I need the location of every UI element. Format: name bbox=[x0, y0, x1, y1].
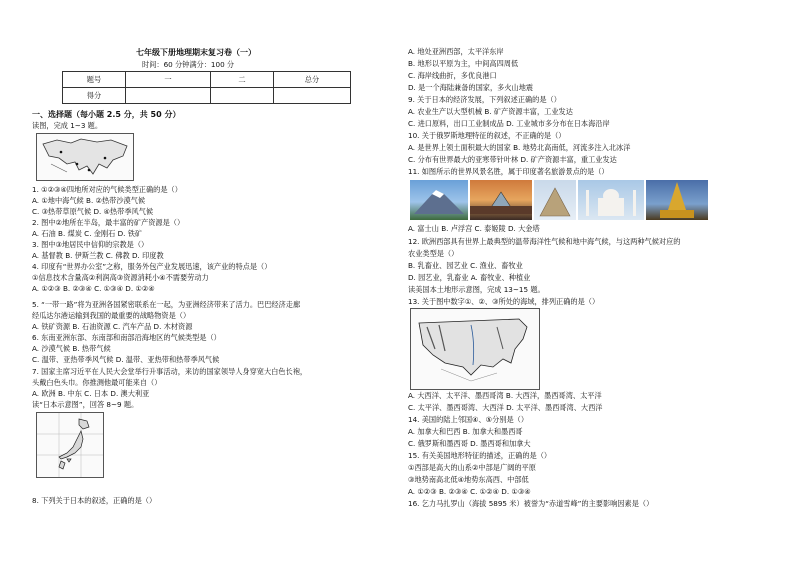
asia-map-drawing bbox=[37, 134, 133, 180]
question-line: A. 石油 B. 煤炭 C. 金刚石 D. 铁矿 bbox=[32, 229, 143, 238]
score-cell[interactable] bbox=[274, 88, 351, 104]
question-line: ①信息技术含量高②利润高③资源消耗小④不需要劳动力 bbox=[32, 273, 209, 282]
question-line: 14. 美国的陆上邻国④、⑤分别是（） bbox=[408, 415, 529, 424]
japan-map-figure bbox=[36, 412, 104, 478]
question-line: 16. 乞力马扎罗山（海拔 5895 米）被誉为“赤道雪峰”的主要影响因素是（） bbox=[408, 499, 654, 508]
question-line: ①西部是高大的山系②中部是广阔的平原 bbox=[408, 463, 536, 472]
score-header-cell: 二 bbox=[211, 72, 274, 88]
japan-map-drawing bbox=[37, 413, 103, 477]
taj-mahal-photo bbox=[578, 180, 644, 220]
score-cell[interactable] bbox=[126, 88, 211, 104]
exam-meta: 时间：60 分钟满分：100 分 bbox=[142, 60, 235, 69]
question-line: 4. 印度有“世界办公室”之称，服务外包产业发展迅速，该产业的特点是（） bbox=[32, 262, 272, 271]
question-line: 7. 国家主席习近平在人民大会堂举行升事活动，来访的国家领导人身穿宽大白色长袍， bbox=[32, 367, 308, 376]
question-line: A. 是世界上领土面积最大的国家 B. 地势北高南低，河流多注入北冰洋 bbox=[408, 143, 631, 152]
question-line: A. 欧洲 B. 中东 C. 日本 D. 澳大利亚 bbox=[32, 389, 150, 398]
question-line: C. 分布有世界最大的亚寒带针叶林 D. 矿产资源丰富，重工业发达 bbox=[408, 155, 617, 164]
intro-text: 读图，完成 1~3 题。 bbox=[32, 121, 103, 130]
question-line: C. 太平洋、墨西哥湾、大西洋 D. 太平洋、墨西哥湾、大西洋 bbox=[408, 403, 603, 412]
question-line: A. 铁矿资源 B. 石油资源 C. 汽车产品 D. 木材资源 bbox=[32, 322, 193, 331]
question-line: 10. 关于俄罗斯地理特征的叙述，不正确的是（） bbox=[408, 131, 566, 140]
question-line: 5. “一带一路”将为亚洲各国紧密联系在一起，为亚洲经济带来了活力。巴巴经济走廊 bbox=[32, 300, 301, 309]
question-line: 6. 东南亚洲东部、东南部和南部沿海地区的气候类型是（） bbox=[32, 333, 221, 342]
question-line: D. 是一个海陆兼备的国家，多火山地震 bbox=[408, 83, 534, 92]
score-header-cell: 总分 bbox=[274, 72, 351, 88]
question-line: 15. 有关美国地形特征的描述，正确的是（） bbox=[408, 451, 552, 460]
question-line: 读美国本土地形示意图，完成 13~15 题。 bbox=[408, 285, 545, 294]
question-line: 9. 关于日本的经济发展，下列叙述正确的是（） bbox=[408, 95, 561, 104]
question-line: A. 沙漠气候 B. 热带气候 bbox=[32, 344, 111, 353]
section-heading: 一、选择题（每小题 2.5 分，共 50 分） bbox=[32, 110, 181, 119]
mount-fuji-photo bbox=[410, 180, 468, 220]
question-line: 头戴白色头巾。你推测他最可能来自（） bbox=[32, 378, 162, 387]
pyramid-photo bbox=[534, 180, 576, 220]
score-row-label: 得分 bbox=[63, 88, 126, 104]
question-options: A. 富士山 B. 卢浮宫 C. 泰姬陵 D. 大金塔 bbox=[408, 224, 540, 233]
question-line: 12. 欧洲西部具有世界上最典型的温带海洋性气候和地中海气候，与这两种气候对应的 bbox=[408, 237, 681, 246]
golden-pagoda-photo bbox=[646, 180, 708, 220]
question-line: A. 农业生产以大型机械 B. 矿产资源丰富，工业发达 bbox=[408, 107, 573, 116]
exam-title: 七年级下册地理期末复习卷（一） bbox=[136, 48, 256, 57]
question-line: ③地势南高北低④地势东高西、中部低 bbox=[408, 475, 529, 484]
question-line: 13. 关于图中数字①、②、③所处的海域，排列正确的是（） bbox=[408, 297, 600, 306]
louvre-photo bbox=[470, 180, 532, 220]
usa-map-drawing bbox=[411, 309, 539, 389]
usa-map-figure bbox=[410, 308, 540, 390]
question-line: D. 园艺业，乳畜业 A. 畜牧业、种植业 bbox=[408, 273, 531, 282]
question-line: 读“日本示意图”，回答 8~9 题。 bbox=[32, 400, 139, 409]
question-line: B. 乳畜业、园艺业 C. 渔业、畜牧业 bbox=[408, 261, 523, 270]
question-line: 1. ①②③④四地所对应的气候类型正确的是（） bbox=[32, 185, 182, 194]
question-line: C. 进口原料，出口工业制成品 D. 工业城市多分布在日本海沿岸 bbox=[408, 119, 610, 128]
question-line: 8. 下列关于日本的叙述，正确的是（） bbox=[32, 496, 157, 505]
question-line: C. ③热带草原气候 D. ④热带季风气候 bbox=[32, 207, 154, 216]
score-table bbox=[62, 71, 351, 104]
score-header-cell: 一 bbox=[126, 72, 211, 88]
question-line: A. ①地中海气候 B. ②热带沙漠气候 bbox=[32, 196, 146, 205]
score-header-cell: 题号 bbox=[63, 72, 126, 88]
question-line: A. ①②③ B. ②③④ C. ①②④ D. ①③④ bbox=[408, 487, 531, 496]
question-line: 农业类型是（） bbox=[408, 249, 459, 258]
question-line: 经瓜达尔港运输到我国的最重要的战略物资是（） bbox=[32, 311, 191, 320]
question-line: C. 温带、亚热带季风气候 D. 温带、亚热带和热带季风气候 bbox=[32, 355, 220, 364]
question-line: C. 海岸线曲折，多优良港口 bbox=[408, 71, 497, 80]
question-line: C. 俄罗斯和墨西哥 D. 墨西哥和加拿大 bbox=[408, 439, 531, 448]
question-line: A. 基督教 B. 伊斯兰教 C. 佛教 D. 印度教 bbox=[32, 251, 164, 260]
question-line: A. 地处亚洲西部，太平洋东岸 bbox=[408, 47, 504, 56]
question-line: B. 地形以平原为主，中间高四周低 bbox=[408, 59, 519, 68]
question-line: 11. 如图所示的世界风景名胜，属于印度著名旅游景点的是（） bbox=[408, 167, 609, 176]
question-line: 2. 图中②地所在半岛，最丰富的矿产资源是（） bbox=[32, 218, 185, 227]
score-cell[interactable] bbox=[211, 88, 274, 104]
asia-map-figure bbox=[36, 133, 134, 181]
question-line: A. 加拿大和巴西 B. 加拿大和墨西哥 bbox=[408, 427, 523, 436]
question-line: A. 大西洋、太平洋、墨西哥湾 B. 大西洋，墨西哥湾、太平洋 bbox=[408, 391, 602, 400]
question-line: 3. 图中③地居民中信仰的宗教是（） bbox=[32, 240, 149, 249]
question-line: A. ①②③ B. ②③④ C. ①③④ D. ①②④ bbox=[32, 284, 155, 293]
